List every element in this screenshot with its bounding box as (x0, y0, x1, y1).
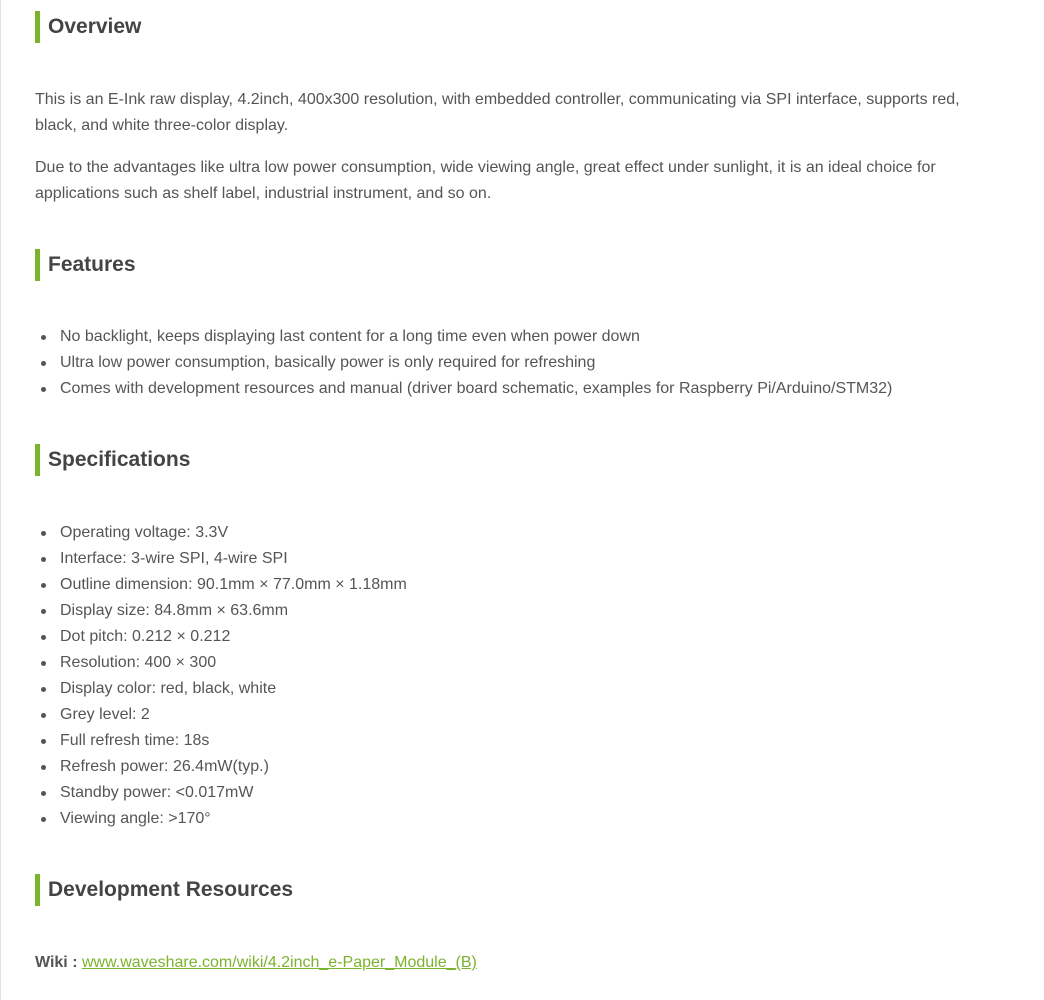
feature-item-resources: Comes with development resources and manual (driver board schematic, examples for Raspberry Pi/Arduino/STM32) (60, 376, 892, 402)
features-heading (35, 249, 136, 281)
spec-item-interface: Interface: 3-wire SPI, 4-wire SPI (60, 546, 407, 572)
spec-item-viewing-angle: Viewing angle: >170° (60, 806, 407, 832)
overview-heading-text: Overview (48, 15, 142, 38)
specifications-list (35, 520, 407, 832)
spec-item-grey-level: Grey level: 2 (60, 702, 407, 728)
specifications-heading (35, 444, 190, 476)
page-left-border (0, 0, 1, 1000)
development-resources-heading-text: Development Resources (48, 878, 294, 901)
spec-item-operating-voltage: Operating voltage: 3.3V (60, 520, 407, 546)
overview-paragraph-2: Due to the advantages like ultra low power consumption, wide viewing angle, great effect under sunlight, it is an ideal choice for applications such as shelf label, industrial instrument, and so on. (35, 159, 936, 202)
wiki-label: Wiki : (35, 954, 78, 971)
development-resources-heading (35, 874, 293, 906)
spec-item-refresh-power: Refresh power: 26.4mW(typ.) (60, 754, 407, 780)
wiki-row (35, 950, 477, 976)
spec-item-display-color: Display color: red, black, white (60, 676, 407, 702)
features-heading-text: Features (48, 253, 136, 276)
spec-item-resolution: Resolution: 400 × 300 (60, 650, 407, 676)
feature-item-backlight: No backlight, keeps displaying last content for a long time even when power down (60, 324, 892, 350)
spec-item-standby-power: Standby power: <0.017mW (60, 780, 407, 806)
overview-heading (35, 11, 141, 43)
overview-paragraph-1: This is an E-Ink raw display, 4.2inch, 400x300 resolution, with embedded controller, communicating via SPI interface, supports red, black, and white three-color display. (35, 91, 960, 134)
wiki-link[interactable]: www.waveshare.com/wiki/4.2inch_e-Paper_Module_(B) (81, 954, 477, 971)
features-list (35, 324, 892, 402)
spec-item-outline-dimension: Outline dimension: 90.1mm × 77.0mm × 1.18mm (60, 572, 407, 598)
specifications-heading-text: Specifications (48, 448, 191, 471)
feature-item-power: Ultra low power consumption, basically power is only required for refreshing (60, 350, 892, 376)
spec-item-display-size: Display size: 84.8mm × 63.6mm (60, 598, 407, 624)
spec-item-dot-pitch: Dot pitch: 0.212 × 0.212 (60, 624, 407, 650)
spec-item-full-refresh-time: Full refresh time: 18s (60, 728, 407, 754)
